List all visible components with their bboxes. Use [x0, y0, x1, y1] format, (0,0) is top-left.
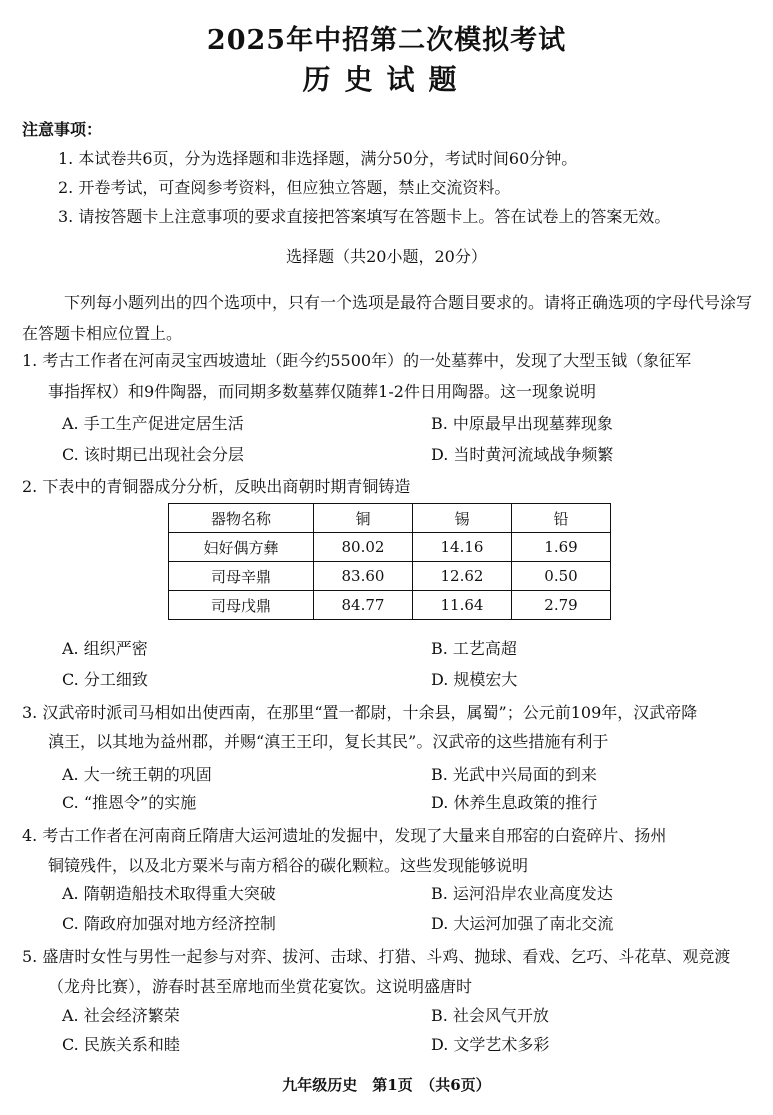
table-cell: 80.02	[314, 533, 413, 562]
table-row	[169, 591, 611, 620]
option-a: A. 手工生产促进定居生活	[62, 414, 244, 433]
option-c: C. 该时期已出现社会分层	[62, 445, 244, 464]
option-c: C. “推恩令”的实施	[62, 793, 197, 812]
option-d: D. 休养生息政策的推行	[431, 793, 598, 812]
page-footer: 九年级历史 第1页 （共6页）	[282, 1076, 491, 1094]
option-d: D. 当时黄河流域战争频繁	[431, 445, 614, 464]
table-cell: 0.50	[512, 562, 611, 591]
question-stem: 4. 考古工作者在河南商丘隋唐大运河遗址的发掘中，发现了大量来自邢窑的白瓷碎片、扬州	[22, 826, 667, 845]
question-stem: 2. 下表中的青铜器成分分析，反映出商朝时期青铜铸造	[22, 477, 411, 496]
section-instruction: 下列每小题列出的四个选项中，只有一个选项是最符合题目要求的。请将正确选项的字母代号涂写在答题卡相应位置上。	[22, 293, 753, 343]
option-d: D. 文学艺术多彩	[431, 1035, 550, 1054]
table-row	[169, 562, 611, 591]
question-stem: 3. 汉武帝时派司马相如出使西南，在那里“置一都尉，十余县，属蜀”；公元前109年，汉武帝降	[22, 703, 698, 722]
table-header: 锡	[413, 504, 512, 533]
option-b: B. 光武中兴局面的到来	[431, 765, 597, 784]
table-cell: 14.16	[413, 533, 512, 562]
table-header: 器物名称	[169, 504, 314, 533]
table-header: 铅	[512, 504, 611, 533]
option-c: C. 隋政府加强对地方经济控制	[62, 914, 276, 933]
question-stem: 5. 盛唐时女性与男性一起参与对弈、拔河、击球、打猎、斗鸡、抛球、看戏、乞巧、斗花草、观竞渡	[22, 947, 731, 966]
question-stem: 事指挥权）和9件陶器，而同期多数墓葬仅随葬1-2件日用陶器。这一现象说明	[48, 382, 596, 401]
bronze-composition-table	[168, 503, 611, 620]
table-cell: 司母戊鼎	[169, 591, 314, 620]
table-cell: 司母辛鼎	[169, 562, 314, 591]
option-a: A. 大一统王朝的巩固	[62, 765, 212, 784]
table-cell: 83.60	[314, 562, 413, 591]
option-a: A. 组织严密	[62, 639, 148, 658]
option-a: A. 社会经济繁荣	[62, 1006, 180, 1025]
exam-title: 2025年中招第二次模拟考试	[206, 25, 567, 56]
section-title: 选择题（共20小题，20分）	[286, 247, 487, 266]
table-cell: 2.79	[512, 591, 611, 620]
table-header-row	[169, 504, 611, 533]
question-stem: （龙舟比赛），游春时甚至席地而坐赏花宴饮。这说明盛唐时	[48, 977, 473, 996]
exam-subtitle: 历史试题	[302, 63, 471, 96]
option-b: B. 社会风气开放	[431, 1006, 549, 1025]
notice-item: 1. 本试卷共6页，分为选择题和非选择题，满分50分，考试时间60分钟。	[58, 149, 578, 168]
table-cell: 11.64	[413, 591, 512, 620]
table-cell: 1.69	[512, 533, 611, 562]
option-c: C. 分工细致	[62, 670, 148, 689]
notice-item: 2. 开卷考试，可查阅参考资料，但应独立答题，禁止交流资料。	[58, 178, 511, 197]
option-d: D. 规模宏大	[431, 670, 518, 689]
question-stem: 1. 考古工作者在河南灵宝西坡遗址（距今约5500年）的一处墓葬中，发现了大型玉钺（象征军	[22, 351, 692, 370]
option-b: B. 工艺高超	[431, 639, 517, 658]
table-cell: 84.77	[314, 591, 413, 620]
option-b: B. 中原最早出现墓葬现象	[431, 414, 613, 433]
question-stem: 滇王，以其地为益州郡，并赐“滇王王印，复长其民”。汉武帝的这些措施有利于	[48, 732, 609, 751]
table-header: 铜	[314, 504, 413, 533]
table-cell: 12.62	[413, 562, 512, 591]
notice-item: 3. 请按答题卡上注意事项的要求直接把答案填写在答题卡上。答在试卷上的答案无效。	[58, 207, 671, 226]
table-cell: 妇好偶方彝	[169, 533, 314, 562]
option-b: B. 运河沿岸农业高度发达	[431, 884, 613, 903]
option-c: C. 民族关系和睦	[62, 1035, 180, 1054]
table-row	[169, 533, 611, 562]
option-d: D. 大运河加强了南北交流	[431, 914, 614, 933]
question-stem: 铜镜残件，以及北方粟米与南方稻谷的碳化颗粒。这些发现能够说明	[48, 856, 529, 875]
notice-heading: 注意事项：	[22, 120, 103, 139]
option-a: A. 隋朝造船技术取得重大突破	[62, 884, 276, 903]
